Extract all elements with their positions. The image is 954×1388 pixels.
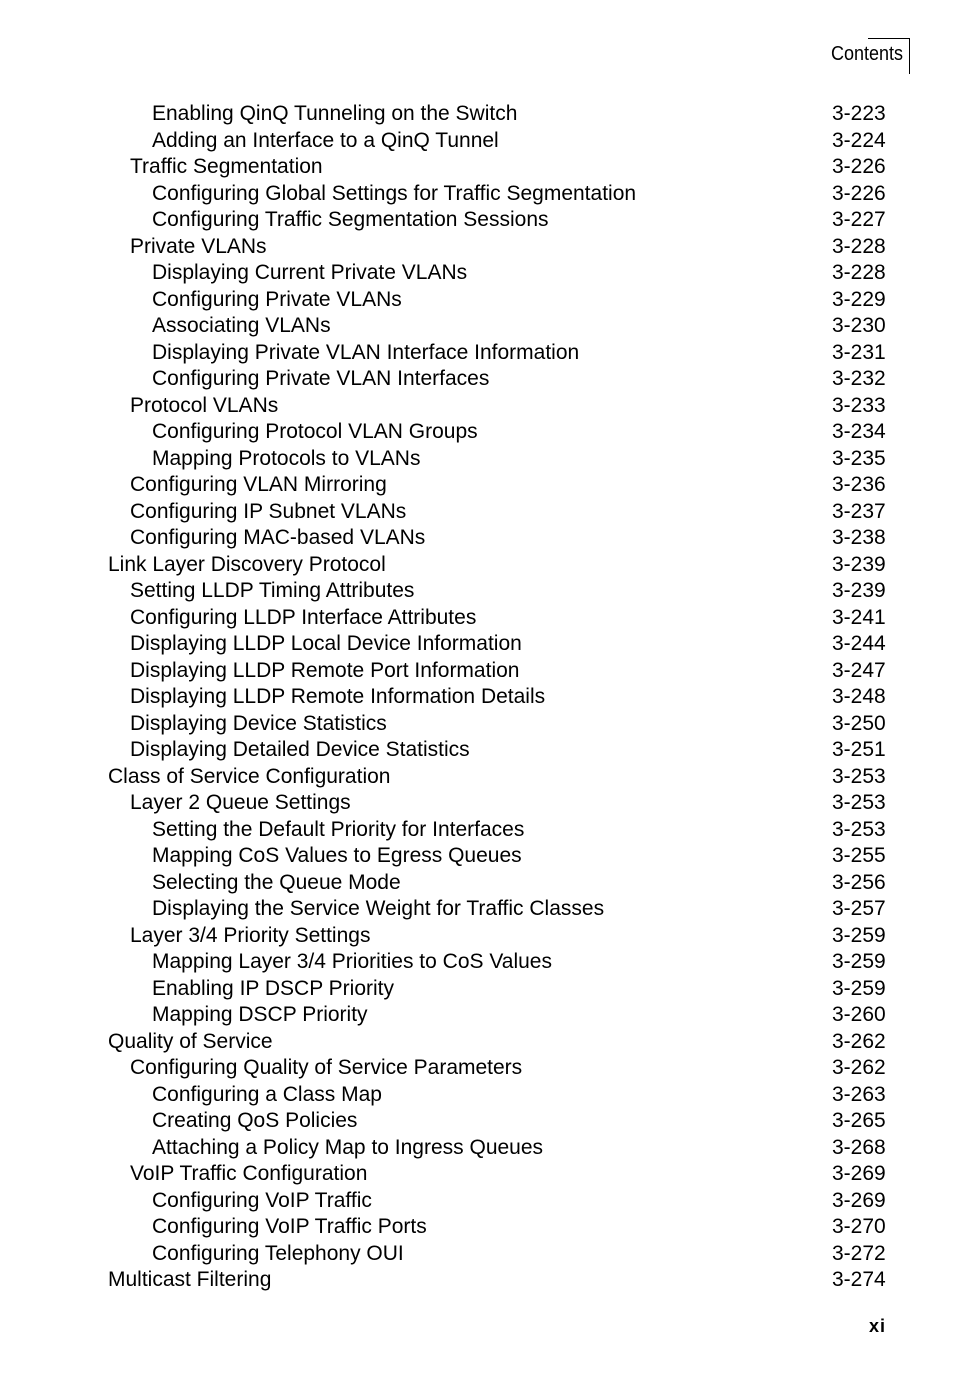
table-of-contents <box>0 101 954 1294</box>
toc-entry[interactable] <box>0 419 954 446</box>
toc-entry-page[interactable]: 3-236 <box>832 473 886 496</box>
toc-entry-page[interactable]: 3-265 <box>832 1109 886 1132</box>
toc-entry[interactable] <box>0 631 954 658</box>
toc-entry-title[interactable]: Displaying Device Statistics <box>130 711 387 735</box>
toc-entry-title[interactable]: Configuring Private VLANs <box>152 287 402 311</box>
toc-entry[interactable] <box>0 1161 954 1188</box>
toc-entry-page[interactable]: 3-250 <box>832 711 886 735</box>
toc-entry-page[interactable]: 3-244 <box>832 632 886 655</box>
toc-entry[interactable] <box>0 605 954 632</box>
toc-entry-title[interactable]: Configuring VLAN Mirroring <box>130 473 387 496</box>
toc-entry-page[interactable]: 3-227 <box>832 208 886 231</box>
toc-entry[interactable] <box>0 101 954 128</box>
toc-entry-page[interactable]: 3-248 <box>832 685 886 708</box>
toc-entry-title[interactable]: Displaying Current Private VLANs <box>152 261 468 284</box>
toc-entry-page[interactable]: 3-256 <box>832 870 886 894</box>
toc-entry-title[interactable]: Class of Service Configuration <box>108 764 391 788</box>
toc-entry-page[interactable]: 3-259 <box>832 923 886 947</box>
toc-entry[interactable] <box>0 499 954 526</box>
toc-entry-page[interactable]: 3-223 <box>832 102 886 125</box>
toc-entry-page[interactable]: 3-269 <box>832 1188 886 1212</box>
toc-entry-page[interactable]: 3-255 <box>832 844 886 867</box>
toc-entry[interactable] <box>0 260 954 287</box>
toc-entry[interactable] <box>0 1267 954 1294</box>
page-number: xi <box>868 1316 886 1336</box>
toc-entry-title[interactable]: Configuring Quality of Service Parameters <box>130 1056 523 1079</box>
toc-entry[interactable] <box>0 128 954 155</box>
toc-entry-page[interactable]: 3-259 <box>832 976 886 1000</box>
toc-entry-page[interactable]: 3-232 <box>832 367 886 390</box>
toc-entry-page[interactable]: 3-234 <box>832 420 886 443</box>
toc-entry-title[interactable]: Displaying LLDP Remote Information Details <box>130 685 546 708</box>
toc-entry-title[interactable]: Quality of Service <box>108 1029 273 1053</box>
toc-entry-title[interactable]: Associating VLANs <box>152 314 331 337</box>
toc-entry-page[interactable]: 3-239 <box>832 579 886 602</box>
toc-entry-title[interactable]: Configuring VoIP Traffic Ports <box>152 1215 427 1238</box>
toc-entry[interactable] <box>0 1135 954 1162</box>
toc-entry-page[interactable]: 3-272 <box>832 1241 886 1265</box>
toc-entry[interactable] <box>0 1055 954 1082</box>
toc-entry[interactable] <box>0 340 954 367</box>
toc-entry-page[interactable]: 3-230 <box>832 314 886 337</box>
toc-entry-title[interactable]: Link Layer Discovery Protocol <box>108 552 386 576</box>
toc-entry-title[interactable]: VoIP Traffic Configuration <box>130 1162 368 1185</box>
toc-entry[interactable] <box>0 287 954 314</box>
toc-entry[interactable] <box>0 684 954 711</box>
toc-entry-title[interactable]: Adding an Interface to a QinQ Tunnel <box>152 128 499 152</box>
toc-entry-page[interactable]: 3-226 <box>832 155 886 178</box>
toc-entry-page[interactable]: 3-263 <box>832 1082 886 1106</box>
toc-entry-title[interactable]: Traffic Segmentation <box>130 155 323 178</box>
toc-entry[interactable] <box>0 154 954 181</box>
header-horizontal-rule <box>868 38 910 39</box>
toc-entry-title[interactable]: Configuring IP Subnet VLANs <box>130 499 407 523</box>
toc-entry[interactable] <box>0 472 954 499</box>
toc-entry-title[interactable]: Configuring Telephony OUI <box>152 1241 404 1265</box>
toc-entry-page[interactable]: 3-274 <box>832 1268 886 1291</box>
toc-entry-page[interactable]: 3-228 <box>832 261 886 284</box>
toc-entry-title[interactable]: Displaying LLDP Local Device Information <box>130 632 522 655</box>
toc-entry-page[interactable]: 3-260 <box>832 1003 886 1026</box>
toc-entry-title[interactable]: Setting the Default Priority for Interfaces <box>152 817 525 841</box>
running-header <box>823 38 910 74</box>
toc-entry-page[interactable]: 3-237 <box>832 499 886 523</box>
toc-entry[interactable] <box>0 976 954 1003</box>
toc-entry-page[interactable]: 3-268 <box>832 1135 886 1159</box>
toc-entry[interactable] <box>0 1082 954 1109</box>
toc-entry[interactable] <box>0 313 954 340</box>
toc-entry-title[interactable]: Enabling IP DSCP Priority <box>152 976 395 1000</box>
toc-entry-title[interactable]: Mapping Protocols to VLANs <box>152 446 421 470</box>
toc-entry-page[interactable]: 3-262 <box>832 1056 886 1079</box>
toc-entry[interactable] <box>0 1029 954 1056</box>
toc-entry-page[interactable]: 3-251 <box>832 738 886 761</box>
toc-entry-title[interactable]: Private VLANs <box>130 234 267 258</box>
toc-entry-page[interactable]: 3-247 <box>832 658 886 682</box>
toc-entry-title[interactable]: Setting LLDP Timing Attributes <box>130 579 415 602</box>
toc-entry-page[interactable]: 3-229 <box>832 287 886 311</box>
toc-entry-page[interactable]: 3-224 <box>832 128 886 152</box>
toc-entry[interactable] <box>0 949 954 976</box>
toc-entry-page[interactable]: 3-259 <box>832 950 886 973</box>
toc-entry-title[interactable]: Configuring Global Settings for Traffic Segmentation <box>152 181 637 205</box>
toc-entry-title[interactable]: Mapping CoS Values to Egress Queues <box>152 844 522 867</box>
toc-entry-page[interactable]: 3-231 <box>832 340 886 364</box>
toc-entry-page[interactable]: 3-226 <box>832 181 886 205</box>
toc-entry[interactable] <box>0 764 954 791</box>
toc-entry-title[interactable]: Attaching a Policy Map to Ingress Queues <box>152 1135 544 1159</box>
toc-entry[interactable] <box>0 1214 954 1241</box>
toc-entry-title[interactable]: Creating QoS Policies <box>152 1109 358 1132</box>
toc-entry-page[interactable]: 3-238 <box>832 526 886 549</box>
toc-entry[interactable] <box>0 207 954 234</box>
toc-entry-title[interactable]: Mapping DSCP Priority <box>152 1003 368 1026</box>
toc-entry[interactable] <box>0 1108 954 1135</box>
toc-entry-page[interactable]: 3-253 <box>832 764 886 788</box>
toc-entry-title[interactable]: Displaying Detailed Device Statistics <box>130 738 470 761</box>
toc-entry-title[interactable]: Selecting the Queue Mode <box>152 870 401 894</box>
toc-entry[interactable] <box>0 790 954 817</box>
header-section-label: Contents <box>830 43 903 65</box>
toc-entry[interactable] <box>0 658 954 685</box>
toc-entry-page[interactable]: 3-269 <box>832 1162 886 1185</box>
toc-entry-title[interactable]: Layer 2 Queue Settings <box>130 791 351 814</box>
toc-entry-title[interactable]: Configuring Private VLAN Interfaces <box>152 367 490 390</box>
toc-entry-title[interactable]: Layer 3/4 Priority Settings <box>130 923 371 947</box>
toc-entry-title[interactable]: Configuring LLDP Interface Attributes <box>130 605 477 629</box>
toc-entry-title[interactable]: Displaying Private VLAN Interface Information <box>152 340 580 364</box>
toc-entry-page[interactable]: 3-253 <box>832 791 886 814</box>
toc-entry[interactable] <box>0 393 954 420</box>
toc-entry[interactable] <box>0 234 954 261</box>
toc-entry[interactable] <box>0 525 954 552</box>
toc-entry-page[interactable]: 3-270 <box>832 1215 886 1238</box>
toc-entry[interactable] <box>0 870 954 897</box>
toc-entry[interactable] <box>0 552 954 579</box>
toc-entry-title[interactable]: Configuring Protocol VLAN Groups <box>152 420 478 443</box>
toc-entry-title[interactable]: Enabling QinQ Tunneling on the Switch <box>152 102 518 125</box>
toc-entry-title[interactable]: Protocol VLANs <box>130 393 279 417</box>
toc-entry-page[interactable]: 3-235 <box>832 446 886 470</box>
toc-entry[interactable] <box>0 1241 954 1268</box>
toc-entry-title[interactable]: Configuring VoIP Traffic <box>152 1188 372 1212</box>
toc-entry-title[interactable]: Displaying the Service Weight for Traffic Classes <box>152 897 605 920</box>
toc-entry-page[interactable]: 3-257 <box>832 897 886 920</box>
toc-entry[interactable] <box>0 843 954 870</box>
toc-entry-page[interactable]: 3-253 <box>832 817 886 841</box>
toc-entry[interactable] <box>0 711 954 738</box>
toc-entry-title[interactable]: Displaying LLDP Remote Port Information <box>130 658 520 682</box>
toc-entry[interactable] <box>0 817 954 844</box>
toc-entry-title[interactable]: Configuring MAC-based VLANs <box>130 526 426 549</box>
toc-entry[interactable] <box>0 1002 954 1029</box>
header-vertical-rule <box>909 38 910 74</box>
toc-entry[interactable] <box>0 446 954 473</box>
toc-entry-page[interactable]: 3-239 <box>832 552 886 576</box>
toc-entry[interactable] <box>0 1188 954 1215</box>
toc-entry-page[interactable]: 3-233 <box>832 393 886 417</box>
toc-entry-title[interactable]: Multicast Filtering <box>108 1268 272 1291</box>
toc-entry-title[interactable]: Configuring a Class Map <box>152 1082 382 1106</box>
toc-entry-title[interactable]: Mapping Layer 3/4 Priorities to CoS Values <box>152 950 552 973</box>
toc-entry-page[interactable]: 3-241 <box>832 605 886 629</box>
toc-entry-title[interactable]: Configuring Traffic Segmentation Sessions <box>152 208 549 231</box>
toc-entry-page[interactable]: 3-262 <box>832 1029 886 1053</box>
toc-entry-page[interactable]: 3-228 <box>832 234 886 258</box>
toc-entry[interactable] <box>0 737 954 764</box>
toc-entry[interactable] <box>0 181 954 208</box>
toc-entry[interactable] <box>0 578 954 605</box>
toc-entry[interactable] <box>0 923 954 950</box>
toc-entry[interactable] <box>0 896 954 923</box>
toc-entry[interactable] <box>0 366 954 393</box>
